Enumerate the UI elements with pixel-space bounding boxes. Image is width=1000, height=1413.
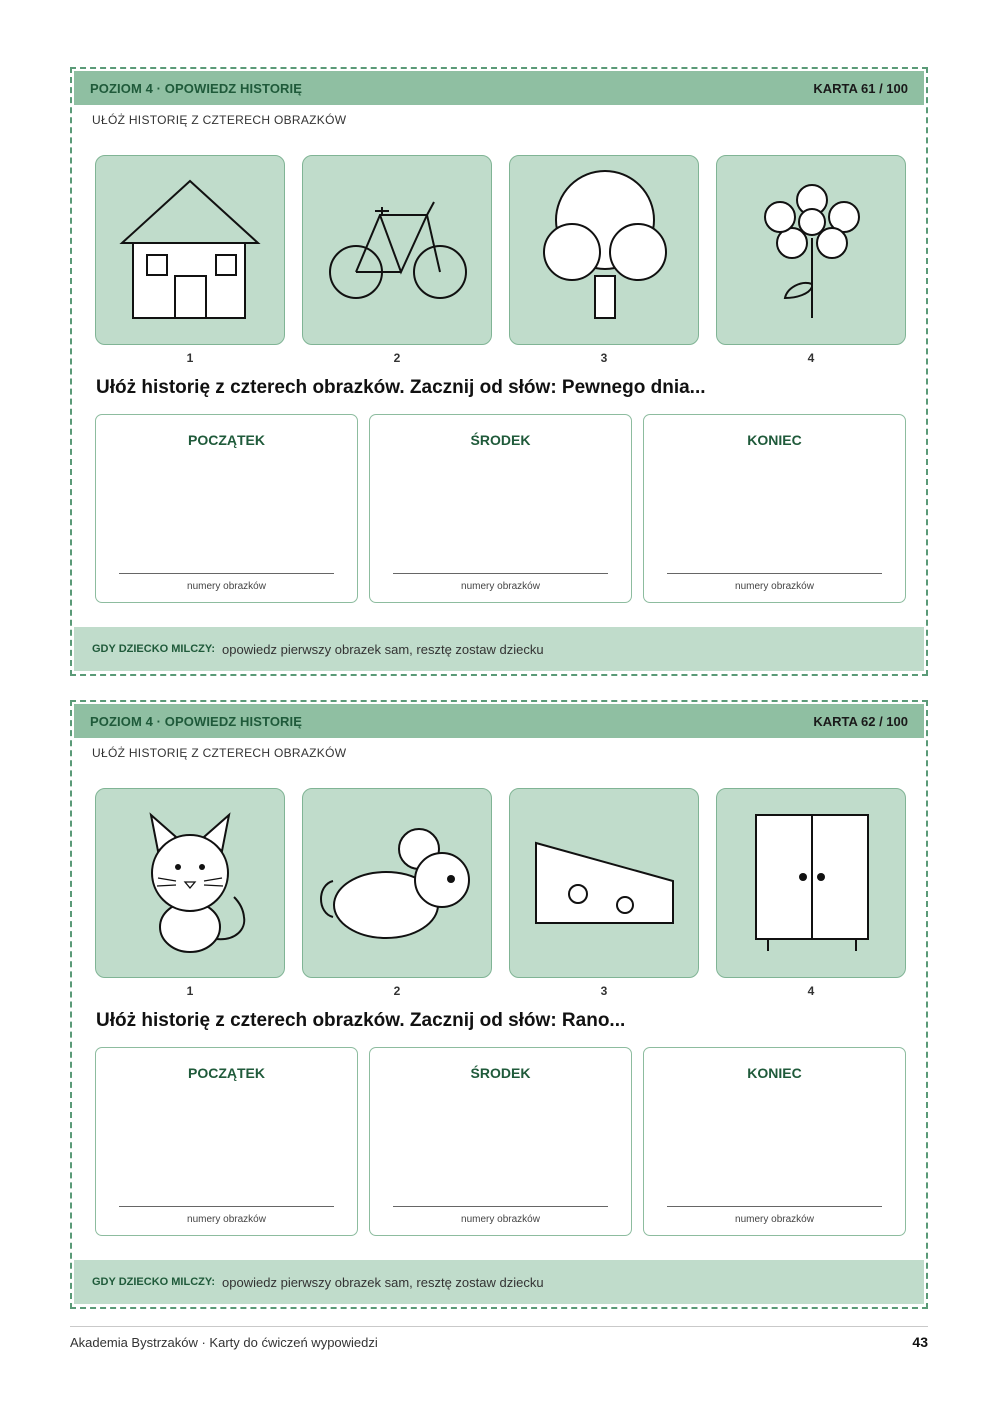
picture-number: 4 <box>807 351 815 365</box>
write-line[interactable] <box>667 1206 882 1207</box>
page-number: 43 <box>912 1334 928 1350</box>
write-line[interactable] <box>119 573 334 574</box>
picture-tile <box>302 788 492 978</box>
tip-bar <box>74 1260 924 1304</box>
picture-tile <box>716 788 906 978</box>
answer-box-end[interactable] <box>643 414 906 603</box>
box-caption: numery obrazków <box>461 1214 540 1225</box>
tip-label: GDY DZIECKO MILCZY: <box>92 1276 216 1288</box>
box-caption: numery obrazków <box>187 581 266 592</box>
answer-box-beginning[interactable] <box>95 414 358 603</box>
answer-box-end[interactable] <box>643 1047 906 1236</box>
footer-title: Akademia Bystrzaków · Karty do ćwiczeń wypowiedzi <box>70 1335 378 1350</box>
bicycle-icon <box>303 156 493 346</box>
cheese-icon <box>510 789 700 979</box>
wardrobe-icon <box>717 789 907 979</box>
box-caption: numery obrazków <box>461 581 540 592</box>
picture-tile <box>716 155 906 345</box>
instruction-text: Ułóż historię z czterech obrazków. Zacznij od słów: Pewnego dnia... <box>96 377 706 398</box>
box-title: KONIEC <box>747 432 802 448</box>
picture-number: 3 <box>600 984 608 998</box>
box-caption: numery obrazków <box>187 1214 266 1225</box>
answer-boxes <box>95 1047 907 1237</box>
picture-row <box>95 155 907 365</box>
card-header <box>74 704 924 738</box>
answer-box-beginning[interactable] <box>95 1047 358 1236</box>
picture-tile <box>95 788 285 978</box>
picture-number: 1 <box>186 351 194 365</box>
picture-number: 2 <box>393 984 401 998</box>
picture-tile <box>95 155 285 345</box>
mouse-icon <box>303 789 493 979</box>
exercise-card <box>70 700 928 1309</box>
answer-box-middle[interactable] <box>369 1047 632 1236</box>
card-header <box>74 71 924 105</box>
box-title: POCZĄTEK <box>188 1065 265 1081</box>
write-line[interactable] <box>667 573 882 574</box>
picture-tile <box>509 155 699 345</box>
write-line[interactable] <box>119 1206 334 1207</box>
footer-divider <box>70 1326 928 1327</box>
card-number: KARTA 61 / 100 <box>813 80 908 96</box>
card-subtitle: UŁÓŻ HISTORIĘ Z CZTERECH OBRAZKÓW <box>92 746 347 760</box>
write-line[interactable] <box>393 1206 608 1207</box>
house-icon <box>96 156 286 346</box>
flower-icon <box>717 156 907 346</box>
picture-tile <box>302 155 492 345</box>
box-title: ŚRODEK <box>470 1065 531 1081</box>
cat-icon <box>96 789 286 979</box>
instruction-text: Ułóż historię z czterech obrazków. Zacznij od słów: Rano... <box>96 1010 626 1031</box>
picture-number: 1 <box>186 984 194 998</box>
level-label: POZIOM 4 · OPOWIEDZ HISTORIĘ <box>90 713 303 729</box>
picture-number: 3 <box>600 351 608 365</box>
picture-tile <box>509 788 699 978</box>
box-caption: numery obrazków <box>735 1214 814 1225</box>
tree-icon <box>510 156 700 346</box>
tip-label: GDY DZIECKO MILCZY: <box>92 643 216 655</box>
exercise-card <box>70 67 928 676</box>
answer-box-middle[interactable] <box>369 414 632 603</box>
box-title: ŚRODEK <box>470 432 531 448</box>
level-label: POZIOM 4 · OPOWIEDZ HISTORIĘ <box>90 80 303 96</box>
picture-number: 2 <box>393 351 401 365</box>
tip-text: opowiedz pierwszy obrazek sam, resztę zostaw dziecku <box>222 1274 544 1290</box>
card-number: KARTA 62 / 100 <box>813 713 908 729</box>
picture-number: 4 <box>807 984 815 998</box>
box-caption: numery obrazków <box>735 581 814 592</box>
box-title: POCZĄTEK <box>188 432 265 448</box>
box-title: KONIEC <box>747 1065 802 1081</box>
tip-bar <box>74 627 924 671</box>
answer-boxes <box>95 414 907 604</box>
card-subtitle: UŁÓŻ HISTORIĘ Z CZTERECH OBRAZKÓW <box>92 113 347 127</box>
write-line[interactable] <box>393 573 608 574</box>
picture-row <box>95 788 907 998</box>
tip-text: opowiedz pierwszy obrazek sam, resztę zostaw dziecku <box>222 641 544 657</box>
